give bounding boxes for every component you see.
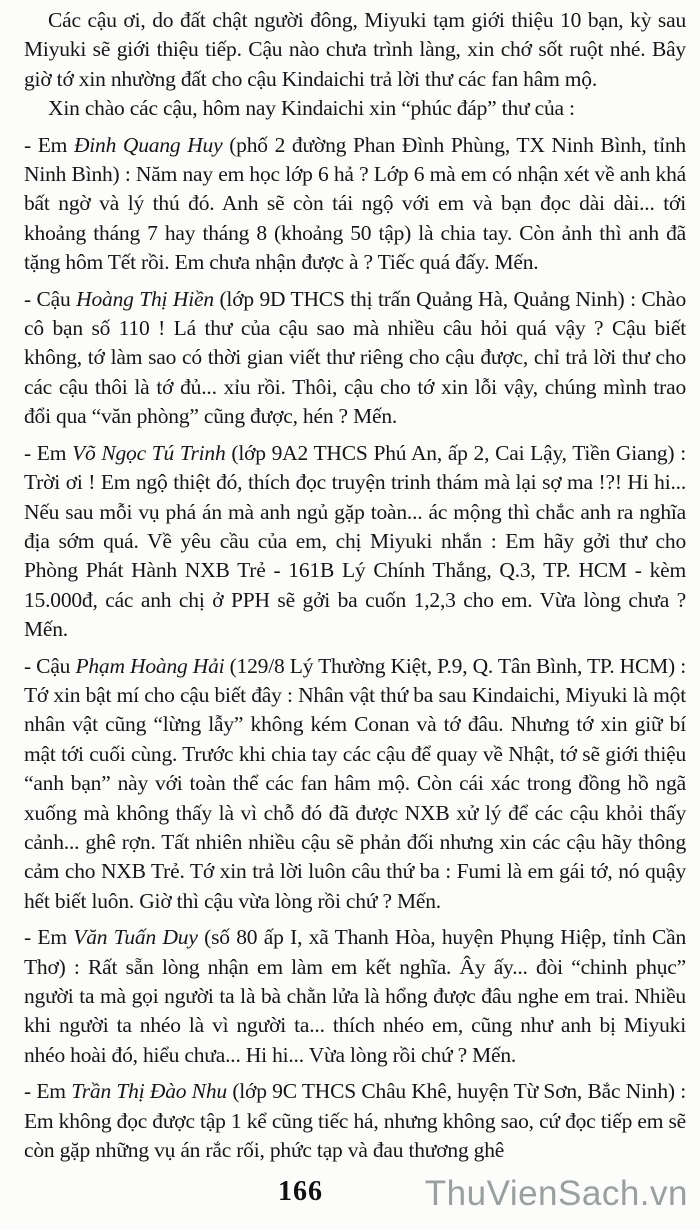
letter-paragraph bbox=[24, 131, 686, 278]
letter-prefix: - Em bbox=[24, 132, 74, 157]
letter-prefix: - Em bbox=[24, 440, 73, 465]
watermark: ThuVienSach.vn bbox=[424, 1174, 688, 1213]
paragraph-text: Xin chào các cậu, hôm nay Kindaichi xin “phúc đáp” thư của : bbox=[48, 96, 575, 121]
letter-prefix: - Cậu bbox=[24, 653, 76, 678]
letter-prefix: - Cậu bbox=[24, 286, 77, 311]
reader-name: Hoàng Thị Hiền bbox=[76, 286, 214, 311]
page-footer bbox=[0, 1168, 700, 1230]
intro-paragraph bbox=[24, 94, 686, 123]
reader-name: Võ Ngọc Tú Trinh bbox=[72, 440, 226, 465]
letter-prefix: - Em bbox=[24, 1079, 72, 1104]
letter-body: (129/8 Lý Thường Kiệt, P.9, Q. Tân Bình, TP. HCM) : Tớ xin bật mí cho cậu biết đây : Nhân vật thứ ba sau Kindaichi, Miyuki là một nhân vật cũng “lừng lẫy” không kém Conan và tớ đâu. Nhưng tớ xin giữ bí mật tới cuối cùng. Trước khi chia tay các cậu để quay về Nhật, tớ sẽ giới thiệu “anh bạn” này với toàn thể các fan hâm mộ. Còn cái xác trong đồng hồ ngã xuống mà không thấy là vì chỗ đó đã được NXB xử lý để các cậu khỏi thấy cảnh... ghê rợn. Tất nhiên nhiều cậu sẽ phản đối nhưng xin các cậu hãy thông cảm cho NXB Trẻ. Tớ xin trả lời luôn câu thứ ba : Fumi là em gái tớ, nó quậy hết biết luôn. Giờ thì cậu vừa lòng rồi chứ ? Mến. bbox=[24, 653, 687, 913]
letter-body: (phố 2 đường Phan Đình Phùng, TX Ninh Bình, tỉnh Ninh Bình) : Năm nay em học lớp 6 hả ? Lớp 6 mà em có nhận xét về anh khá bất ngờ và lý thú đó. Anh sẽ còn tái ngộ với em và bạn đọc dài dài... tới khoảng tháng 7 hay tháng 8 (khoảng 50 tập) là chia tay. Còn ảnh thì anh đã tặng hôm Tết rồi. Em chưa nhận được à ? Tiếc quá đấy. Mến. bbox=[24, 132, 686, 275]
letter-body: (lớp 9C THCS Châu Khê, huyện Từ Sơn, Bắc Ninh) : Em không đọc được tập 1 kể cũng tiếc há, nhưng không sao, cứ đọc tiếp em sẽ còn gặp những vụ án rắc rối, phức tạp và đau thương ghê bbox=[24, 1079, 686, 1163]
letter-paragraph bbox=[24, 652, 686, 917]
reader-name: Đinh Quang Huy bbox=[73, 132, 223, 157]
letter-body: (lớp 9A2 THCS Phú An, ấp 2, Cai Lậy, Tiền Giang) : Trời ơi ! Em ngộ thiệt đó, thích đọc truyện trinh thám mà lại sợ ma !?! Hi hi... Nếu sau mỗi vụ phá án mà anh ngủ gặp toàn... ác mộng thì chắc anh ra nghĩa địa sớm quá. Về yêu cầu của em, chị Miyuki nhắn : Em hãy gởi thư cho Phòng Phát Hành NXB Trẻ - 161B Lý Chính Thắng, Q.3, TP. HCM - kèm 15.000đ, các anh chị ở PPH sẽ gởi ba cuốn 1,2,3 cho em. Vừa lòng chưa ? Mến. bbox=[24, 440, 686, 642]
letter-body: (lớp 9D THCS thị trấn Quảng Hà, Quảng Ninh) : Chào cô bạn số 110 ! Lá thư của cậu sao mà nhiều câu hỏi quá vậy ? Cậu biết không, tớ làm sao có thời gian viết thư riêng cho cậu được, chỉ trả lời thư cho các cậu thôi là tớ đủ... xỉu rồi. Thôi, cậu cho tớ xin lỗi vậy, chúng mình trao đổi qua “văn phòng” cũng được, hén ? Mến. bbox=[24, 286, 687, 429]
reader-name: Trần Thị Đào Nhu bbox=[71, 1079, 227, 1104]
paragraph-text: Các cậu ơi, do đất chật người đông, Miyuki tạm giới thiệu 10 bạn, kỳ sau Miyuki sẽ giới thiệu tiếp. Cậu nào chưa trình làng, xin chớ sốt ruột nhé. Bây giờ tớ xin nhường đất cho cậu Kindaichi trả lời thư các fan hâm mộ. bbox=[24, 8, 686, 91]
reader-name: Văn Tuấn Duy bbox=[73, 925, 198, 950]
page-number: 166 bbox=[278, 1176, 323, 1207]
letter-paragraph bbox=[24, 923, 686, 1070]
reader-name: Phạm Hoàng Hải bbox=[75, 653, 225, 678]
letter-paragraph bbox=[24, 1077, 686, 1165]
letter-prefix: - Em bbox=[24, 925, 74, 950]
page-text-block bbox=[24, 6, 686, 1165]
letter-body: (số 80 ấp I, xã Thanh Hòa, huyện Phụng Hiệp, tỉnh Cần Thơ) : Rất sẵn lòng nhận em làm em kết nghĩa. Ây ấy... đòi “chinh phục” người ta mà gọi người ta là bà chằn lửa là hổng được đâu nghe em trai. Nhiều khi người ta nhéo là vì người ta... thích nhéo em, cũng như anh bị Miyuki nhéo hoài đó, hiểu chưa... Hi hi... Vừa lòng rồi chứ ? Mến. bbox=[24, 925, 686, 1067]
letter-paragraph bbox=[24, 439, 686, 645]
intro-paragraph bbox=[24, 6, 686, 94]
letter-paragraph bbox=[24, 285, 686, 432]
